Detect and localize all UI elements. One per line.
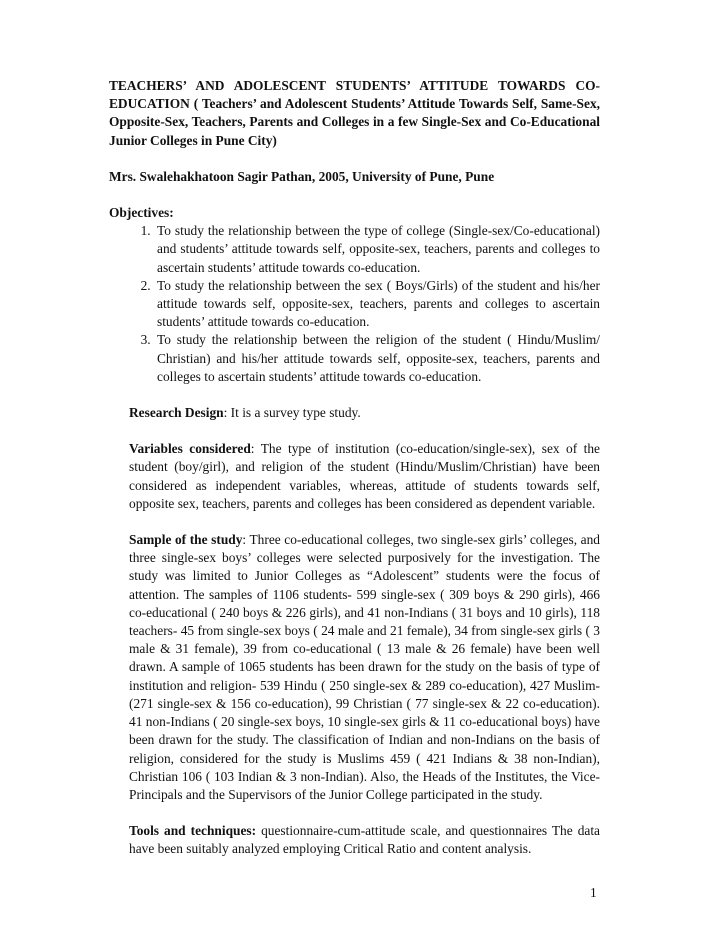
research-design-paragraph bbox=[129, 404, 600, 422]
objectives-heading: Objectives: bbox=[109, 205, 174, 221]
page-number: 1 bbox=[590, 885, 597, 900]
variables-paragraph bbox=[129, 440, 600, 513]
objective-item: 3. To study the relationship between the religion of the student ( Hindu/Muslim/ Christian) and his/her attitude towards self, opposite-sex, teachers, parents and colleges to ascertain students’ attitude towards co-education. bbox=[154, 331, 600, 386]
objective-item: 2. To study the relationship between the sex ( Boys/Girls) of the student and his/her attitude towards self, opposite-sex, teachers, parents and colleges to ascertain students’ attitude towards co-education. bbox=[154, 277, 600, 332]
author-line: Mrs. Swalehakhatoon Sagir Pathan, 2005, University of Pune, Pune bbox=[109, 168, 495, 184]
sample-label: Sample of the study bbox=[129, 532, 243, 548]
tools-paragraph bbox=[129, 822, 600, 858]
document-page bbox=[109, 77, 600, 859]
document-title: TEACHERS’ AND ADOLESCENT STUDENTS’ ATTITUDE TOWARDS CO-EDUCATION ( Teachers’ and Adolescent Students’ Attitude Towards Self, Same-Sex, Opposite-Sex, Teachers, Parents and Colleges in a few Single-Sex and Co-Educational Junior Colleges in Pune City) bbox=[109, 78, 600, 148]
research-design-label: Research Design bbox=[129, 405, 224, 421]
objectives-list bbox=[109, 222, 600, 386]
variables-label: Variables considered bbox=[129, 441, 251, 457]
tools-label: Tools and techniques: bbox=[129, 823, 257, 839]
tools-text: questionnaire-cum-attitude scale, and questionnaires The data have been suitably analyzed employing Critical Ratio and content analysis. bbox=[129, 823, 600, 857]
research-design-text: : It is a survey type study. bbox=[223, 405, 361, 421]
sample-paragraph bbox=[129, 531, 600, 804]
objective-item: 1. To study the relationship between the type of college (Single-sex/Co-educational) and students’ attitude towards self, opposite-sex, teachers, parents and colleges to ascertain students’ attitude towards co-education. bbox=[154, 222, 600, 277]
variables-text: : The type of institution (co-education/single-sex), sex of the student (boy/girl), and religion of the student (Hindu/Muslim/Christian) have been considered as independent variables, whereas, attitude of students towards self, opposite sex, teachers, parents and colleges has been considered as dependent variable. bbox=[129, 441, 600, 511]
sample-text: : Three co-educational colleges, two single-sex girls’ colleges, and three single-sex boys’ colleges were selected purposively for the investigation. The study was limited to Junior Colleges as “Adolescent” students were the focus of attention. The samples of 1106 students- 599 single-sex ( 309 boys & 290 girls), 466 co-educational ( 240 boys & 226 girls), and 41 non-Indians ( 31 boys and 10 girls), 118 teachers- 45 from single-sex boys ( 24 male and 21 female), 34 from single-sex girls ( 3 male & 31 female), 39 from co-educational ( 13 male & 26 female) have been well drawn. A sample of 1065 students has been drawn for the study on the basis of type of institution and religion- 539 Hindu ( 250 single-sex & 289 co-education), 427 Muslim- (271 single-sex & 156 co-education), 99 Christian ( 77 single-sex & 22 co-education). 41 non-Indians ( 20 single-sex boys, 10 single-sex girls & 11 co-educational boys) have been drawn for the study. The classification of Indian and non-Indians on the basis of religion, considered for the study is Muslims 459 ( 421 Indians & 38 non-Indian), Christian 106 ( 103 Indian & 3 non-Indian). Also, the Heads of the Institutes, the Vice-Principals and the Supervisors of the Junior College participated in the study. bbox=[129, 532, 600, 802]
